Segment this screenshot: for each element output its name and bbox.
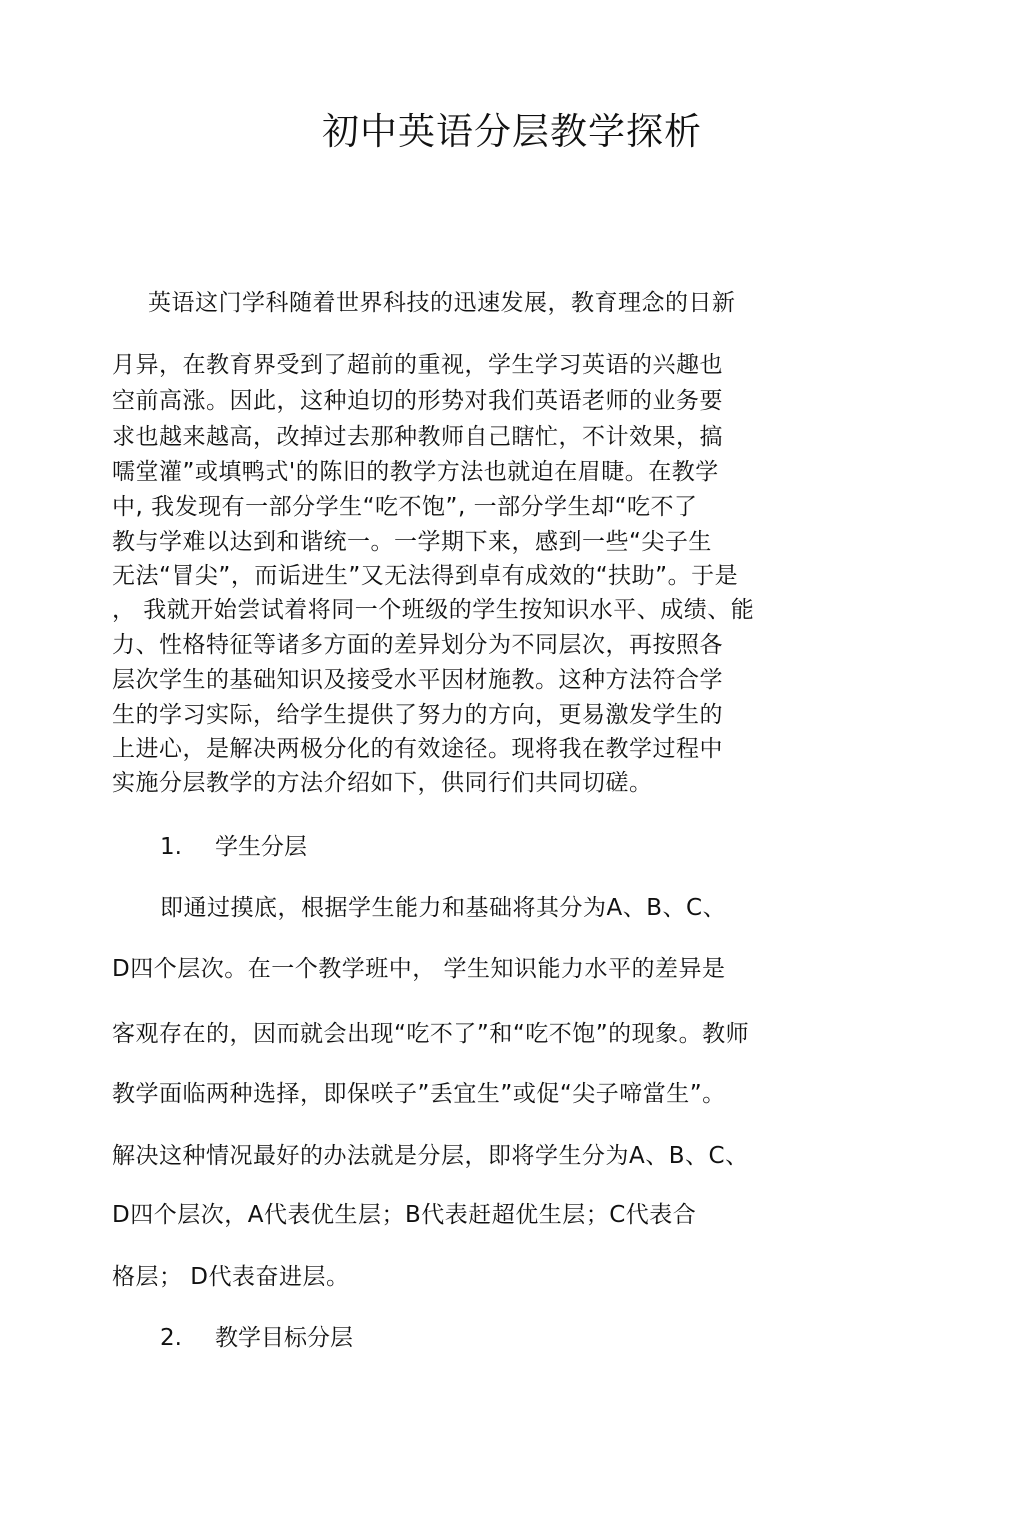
- section-title: 学生分层: [215, 834, 307, 860]
- intro-line: 生的学习实际，给学生提供了努力的方向，更易激发学生的: [112, 702, 723, 728]
- section-number: 1.: [160, 834, 182, 860]
- section-number: 2.: [160, 1325, 182, 1351]
- intro-line: 教与学难以达到和谐统一。一学期下来，感到一些“尖子生: [112, 529, 712, 555]
- intro-line: 求也越来越高，改掉过去那种教师自己瞎忙，不计效果，搞: [112, 424, 723, 450]
- section-heading: [160, 1323, 353, 1353]
- intro-line: 嚅堂灌”或填鸭式'的陈旧的教学方法也就迫在眉睫。在教学: [112, 459, 719, 485]
- intro-line: 层次学生的基础知识及接受水平因材施教。这种方法符合学: [112, 667, 723, 693]
- intro-line: 空前高涨。因此，这种迫切的形势对我们英语老师的业务要: [112, 388, 723, 414]
- intro-line: 无法“冒尖”，而诟进生”又无法得到卓有成效的“扶助”。于是: [112, 563, 739, 589]
- intro-line: 中, 我发现有一部分学生“吃不饱”, 一部分学生却“吃不了: [112, 494, 698, 520]
- section-line: D四个层次，A代表优生层；B代表赶超优生层；C代表合: [112, 1202, 697, 1228]
- section-title: 教学目标分层: [215, 1325, 353, 1351]
- intro-line: 上进心，是解决两极分化的有效途径。现将我在教学过程中: [112, 736, 723, 762]
- intro-line: 实施分层教学的方法介绍如下，供同行们共同切磋。: [112, 770, 653, 796]
- intro-first-line: 英语这门学科随着世界科技的迅速发展，教育理念的日新: [148, 290, 736, 316]
- section-line: D四个层次。在一个教学班中， 学生知识能力水平的差异是: [112, 956, 726, 982]
- section-line: 解决这种情况最好的办法就是分层，即将学生分为A、B、C、: [112, 1143, 749, 1169]
- intro-line: ， 我就开始尝试着将同一个班级的学生按知识水平、成绩、能: [112, 597, 755, 623]
- intro-line: 月异，在教育界受到了超前的重视，学生学习英语的兴趣也: [112, 352, 723, 378]
- section-line: 即通过摸底，根据学生能力和基础将其分为A、B、C、: [160, 895, 727, 921]
- section-line: 格层； D代表奋进层。: [112, 1264, 350, 1290]
- section-heading: [160, 832, 307, 862]
- section-line: 客观存在的，因而就会出现“吃不了”和“吃不饱”的现象。教师: [112, 1021, 750, 1047]
- document-title: 初中英语分层教学探析: [322, 110, 702, 153]
- intro-line: 力、性格特征等诸多方面的差异划分为不同层次，再按照各: [112, 632, 723, 658]
- section-line: 教学面临两种选择，即保咲子”丢宜生”或促“尖子啼當生”。: [112, 1081, 726, 1107]
